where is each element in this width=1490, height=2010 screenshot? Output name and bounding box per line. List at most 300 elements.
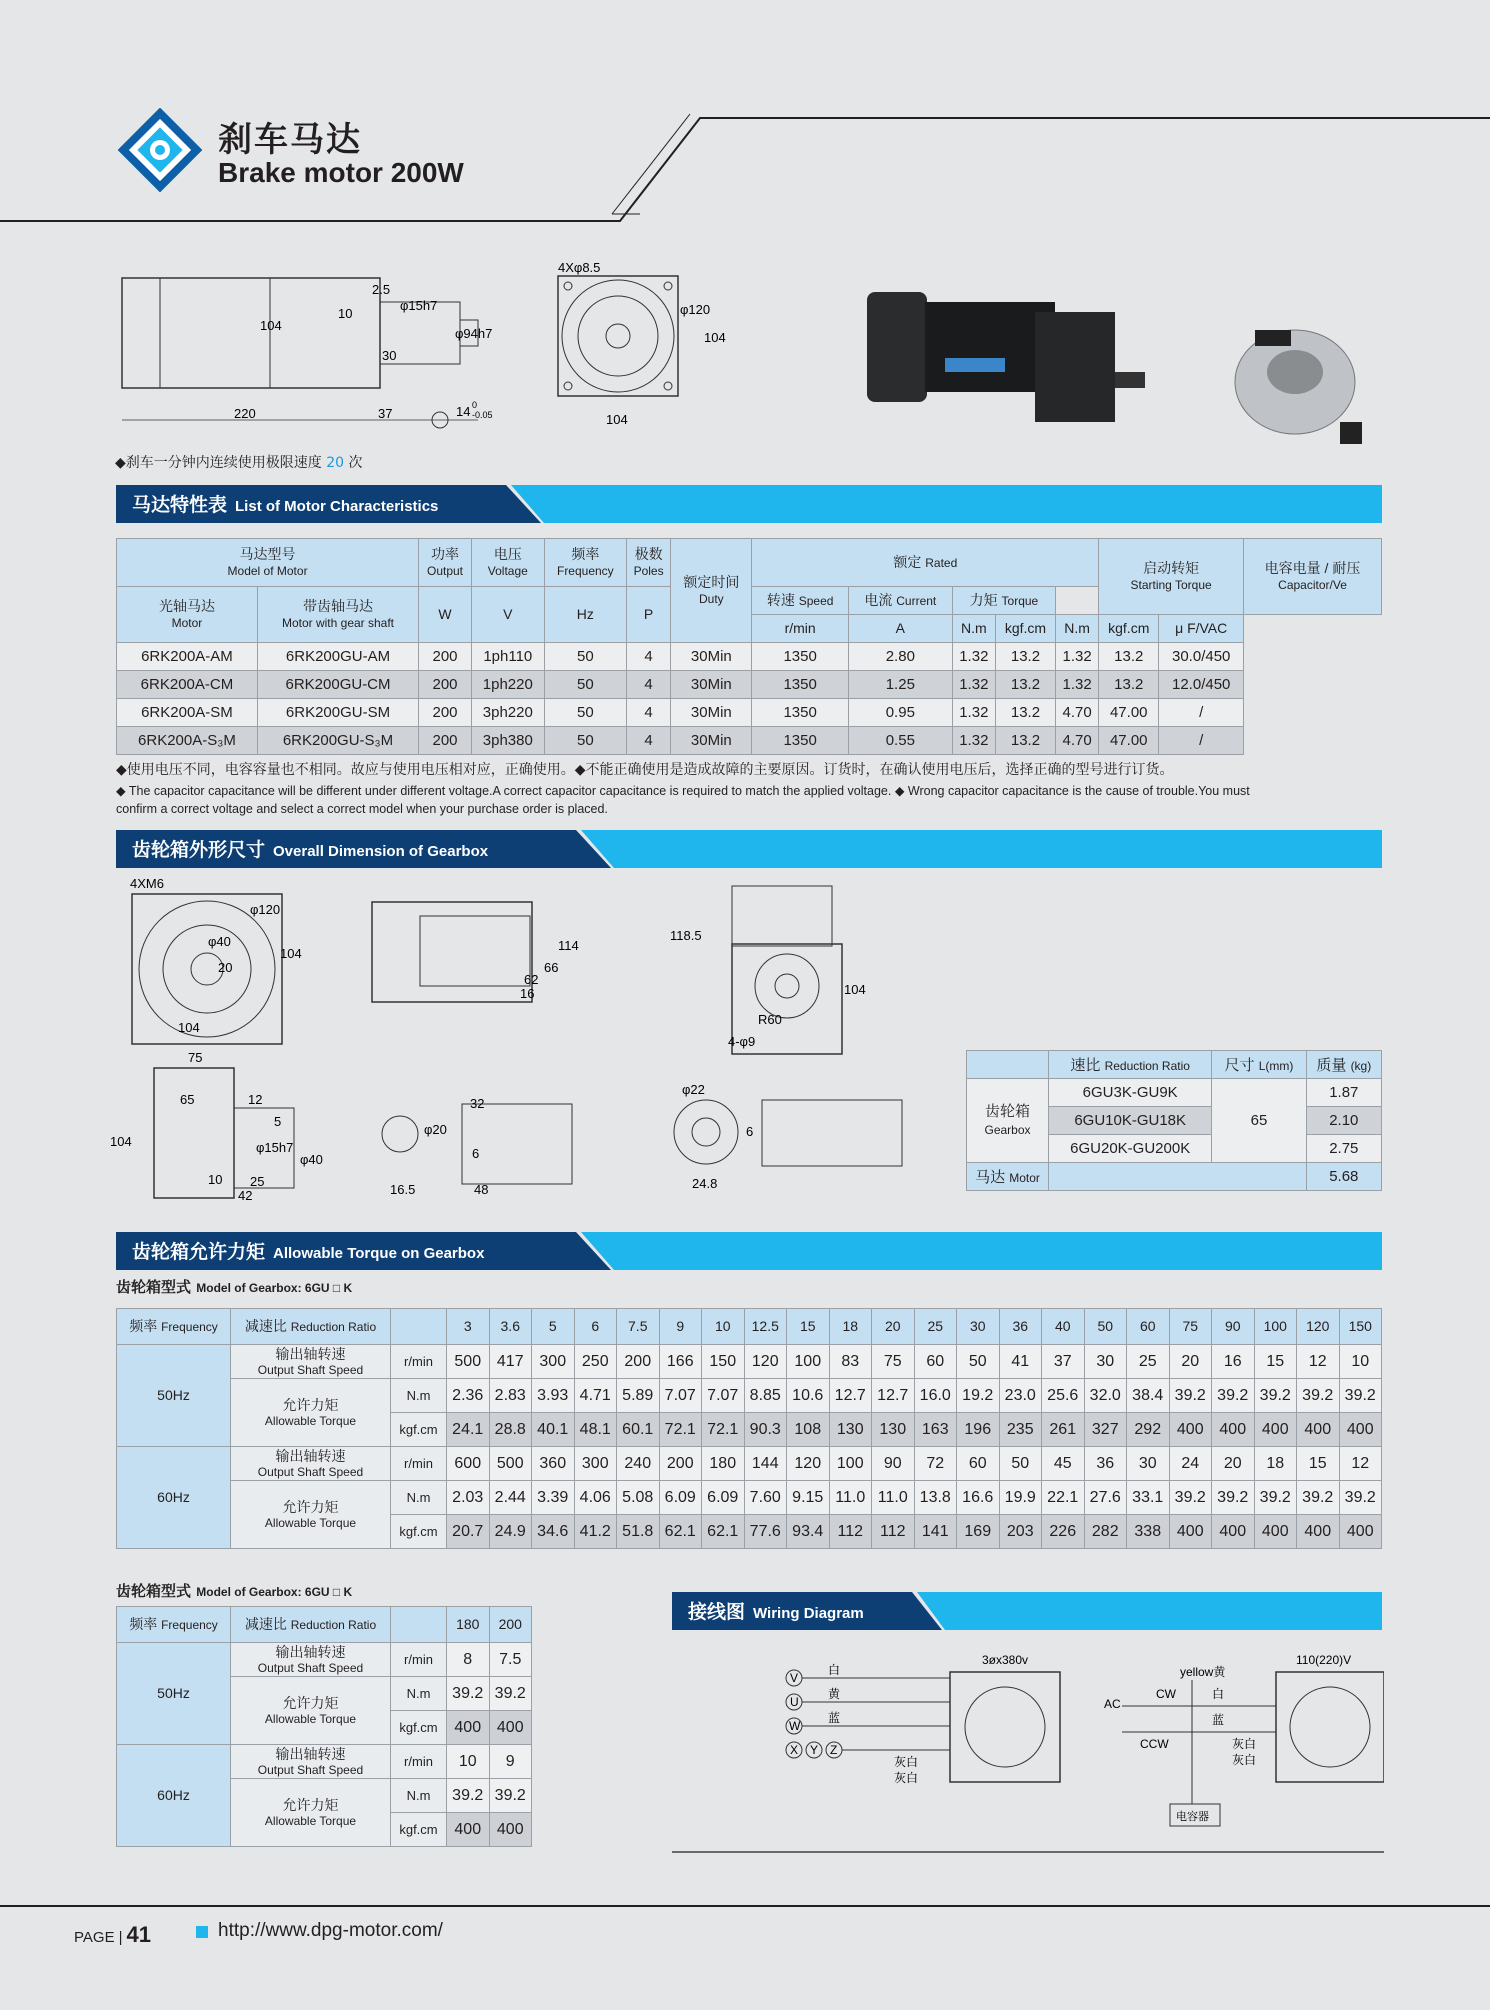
svg-text:灰白: 灰白 xyxy=(894,1755,919,1769)
value-cell: 150 xyxy=(702,1345,745,1379)
wiring-diagram xyxy=(672,1640,1384,1855)
ratio-header-cell: 15 xyxy=(787,1309,830,1345)
unit-cell: r/min xyxy=(391,1643,447,1677)
motor-cell: 0.95 xyxy=(848,699,952,727)
motor-row xyxy=(117,671,1382,699)
svg-text:U: U xyxy=(790,1695,799,1709)
motor-cell: 1ph110 xyxy=(471,643,544,671)
section-wiring xyxy=(672,1592,1382,1630)
value-cell: 72.1 xyxy=(702,1413,745,1447)
value-cell: 40.1 xyxy=(532,1413,575,1447)
value-cell: 25 xyxy=(1127,1345,1170,1379)
motor-cell: 4.70 xyxy=(1056,699,1099,727)
dim-20: 20 xyxy=(218,960,233,975)
value-cell: 200 xyxy=(659,1447,702,1481)
value-cell: 50 xyxy=(999,1447,1042,1481)
value-cell: 75 xyxy=(872,1345,915,1379)
unit-cell: kgf.cm xyxy=(391,1813,447,1847)
section-title-en: Overall Dimension of Gearbox xyxy=(273,843,489,860)
value-cell: 12.7 xyxy=(829,1379,872,1413)
motor-dimension-drawing xyxy=(110,260,730,440)
value-cell: 8.85 xyxy=(744,1379,787,1413)
unit-cell: N.m xyxy=(391,1677,447,1711)
capacitor-note-en-1: ◆ The capacitor capacitance will be different under different voltage.A correct capacitor capacitance is required to match the applied voltage. ◆ Wrong capacitor capacitance is the cause of trouble.You must xyxy=(116,784,1250,798)
value-cell: 180 xyxy=(702,1447,745,1481)
torque-row xyxy=(117,1447,1382,1481)
value-cell: 4.71 xyxy=(574,1379,617,1413)
ratio-header-cell: 6 xyxy=(574,1309,617,1345)
svg-text:V: V xyxy=(790,1671,799,1685)
torque-row xyxy=(117,1643,532,1677)
value-cell: 12 xyxy=(1297,1345,1340,1379)
value-cell: 7.07 xyxy=(702,1379,745,1413)
value-cell: 20.7 xyxy=(447,1515,490,1549)
motor-cell: 3ph380 xyxy=(471,727,544,755)
value-cell: 90.3 xyxy=(744,1413,787,1447)
value-cell: 39.2 xyxy=(489,1677,532,1711)
label-3phase: 3øx380v xyxy=(982,1653,1029,1667)
dim-104b: 104 xyxy=(178,1020,200,1035)
motor-cell: 1.32 xyxy=(952,727,995,755)
value-cell: 30 xyxy=(1127,1447,1170,1481)
value-cell: 72 xyxy=(914,1447,957,1481)
ratio-header-cell: 36 xyxy=(999,1309,1042,1345)
value-cell: 11.0 xyxy=(872,1481,915,1515)
value-cell: 16.0 xyxy=(914,1379,957,1413)
dim-10: 10 xyxy=(208,1172,223,1187)
gearbox-model-label-2: 齿轮箱型式 Model of Gearbox: 6GU □ K xyxy=(116,1582,353,1600)
value-cell: 10 xyxy=(447,1745,490,1779)
motor-cell: 1ph220 xyxy=(471,671,544,699)
motor-cell: 1.32 xyxy=(952,699,995,727)
motor-cell: 4.70 xyxy=(1056,727,1099,755)
section-motor-characteristics xyxy=(116,485,1382,523)
value-cell: 400 xyxy=(1212,1413,1255,1447)
value-cell: 24 xyxy=(1169,1447,1212,1481)
value-cell: 41.2 xyxy=(574,1515,617,1549)
value-cell: 22.1 xyxy=(1042,1481,1085,1515)
value-cell: 417 xyxy=(489,1345,532,1379)
label-1phase: 110(220)V xyxy=(1296,1653,1352,1667)
section-title-en: List of Motor Characteristics xyxy=(235,498,439,515)
value-cell: 16 xyxy=(1212,1345,1255,1379)
value-cell: 38.4 xyxy=(1127,1379,1170,1413)
brake-motor-photo xyxy=(855,262,1195,452)
value-cell: 62.1 xyxy=(702,1515,745,1549)
value-cell: 282 xyxy=(1084,1515,1127,1549)
value-cell: 10 xyxy=(1339,1345,1382,1379)
value-cell: 39.2 xyxy=(489,1779,532,1813)
dim-side-104: 104 xyxy=(704,330,726,345)
svg-text:yellow黄: yellow黄 xyxy=(1180,1665,1226,1679)
motor-cell: 13.2 xyxy=(1099,671,1159,699)
svg-text:AC: AC xyxy=(1104,1697,1121,1711)
dim-16: 16 xyxy=(520,986,535,1001)
dim-6: 6 xyxy=(472,1146,480,1161)
value-cell: 24.1 xyxy=(447,1413,490,1447)
value-cell: 39.2 xyxy=(447,1677,490,1711)
dim-bottom-104: 104 xyxy=(606,412,628,427)
dim-phi94: φ94h7 xyxy=(455,326,493,341)
value-cell: 11.0 xyxy=(829,1481,872,1515)
dim-phi22: φ22 xyxy=(682,1082,705,1097)
value-cell: 100 xyxy=(829,1447,872,1481)
value-cell: 39.2 xyxy=(1339,1481,1382,1515)
value-cell: 400 xyxy=(1254,1515,1297,1549)
dim-37: 37 xyxy=(378,406,393,421)
value-cell: 93.4 xyxy=(787,1515,830,1549)
value-cell: 39.2 xyxy=(1212,1379,1255,1413)
motor-cell: 200 xyxy=(419,699,472,727)
dim-114: 114 xyxy=(558,938,579,953)
motor-cell: 200 xyxy=(419,643,472,671)
motor-cell: 13.2 xyxy=(995,727,1055,755)
label-cell: 输出轴转速 Output Shaft Speed xyxy=(231,1745,391,1779)
ratio-header-cell: 18 xyxy=(829,1309,872,1345)
dim-2-5: 2.5 xyxy=(372,282,391,297)
value-cell: 39.2 xyxy=(1169,1379,1212,1413)
value-cell: 100 xyxy=(787,1345,830,1379)
value-cell: 6.09 xyxy=(659,1481,702,1515)
dim-75: 75 xyxy=(188,1050,203,1065)
dim-32: 32 xyxy=(470,1096,485,1111)
motor-cell: 200 xyxy=(419,727,472,755)
torque-row xyxy=(117,1745,532,1779)
value-cell: 226 xyxy=(1042,1515,1085,1549)
svg-text:Z: Z xyxy=(830,1743,838,1757)
value-cell: 20 xyxy=(1169,1345,1212,1379)
value-cell: 7.5 xyxy=(489,1643,532,1677)
value-cell: 327 xyxy=(1084,1413,1127,1447)
value-cell: 120 xyxy=(744,1345,787,1379)
torque-row xyxy=(117,1379,1382,1413)
value-cell: 25.6 xyxy=(1042,1379,1085,1413)
value-cell: 7.60 xyxy=(744,1481,787,1515)
label-cell: 输出轴转速 Output Shaft Speed xyxy=(231,1345,391,1379)
brake-note-value: 20 xyxy=(326,455,345,471)
svg-text:黄: 黄 xyxy=(828,1687,841,1701)
brake-note-text: ◆刹车一分钟内连续使用极限速度 xyxy=(115,455,322,471)
svg-text:Y: Y xyxy=(810,1743,819,1757)
motor-cell: 6RK200A-SM xyxy=(117,699,258,727)
value-cell: 130 xyxy=(829,1413,872,1447)
value-cell: 39.2 xyxy=(1254,1481,1297,1515)
freq-cell: 50Hz xyxy=(117,1345,231,1447)
allowable-torque-table xyxy=(116,1308,1382,1549)
section-gearbox-dimension xyxy=(116,830,1382,868)
brake-note-unit: 次 xyxy=(348,455,363,471)
svg-text:白: 白 xyxy=(828,1663,841,1677)
dim-shaft: φ15h7 xyxy=(400,298,438,313)
brake-limit-note xyxy=(115,453,363,473)
motor-row xyxy=(117,643,1382,671)
motor-cell: 1.25 xyxy=(848,671,952,699)
unit-cell: r/min xyxy=(391,1345,447,1379)
value-cell: 45 xyxy=(1042,1447,1085,1481)
value-cell: 13.8 xyxy=(914,1481,957,1515)
value-cell: 36 xyxy=(1084,1447,1127,1481)
svg-text:W: W xyxy=(789,1719,801,1733)
value-cell: 9 xyxy=(489,1745,532,1779)
motor-cell: 13.2 xyxy=(1099,643,1159,671)
motor-characteristics-table: 马达型号 Model of Motor 功率 Output 电压 Voltage 频率 Frequency 极数 Poles 额定时间 Duty 额定 Rated 启动转矩 Starting Torque 电容电量 / 耐压 Capacitor/Ve 光轴马达 Motor 带齿轴马达 Motor with gear shaft W V Hz P 转速 Speed 电流 Current 力矩 Torque r/min A N.m kgf.cm N.m kgf.cm μ F/VAC 6RK200A-AM 6RK200GU-AM 200 1ph110 50 4 30Min 1350 2.80 1.32 13.2 1.32 13.2 30.0/450 6RK200A-CM 6RK200GU-CM 200 1ph220 50 4 30Min 1350 1.25 1.32 13.2 1.32 13.2 12.0/450 6RK200A-SM 6RK200GU-SM 200 3ph220 50 4 30Min 1350 0.95 1.32 13.2 4.70 47.00 / 6RK200A-S₃M 6RK200GU-S₃M 200 3ph380 50 4 30Min 1350 0.55 1.32 13.2 4.70 47.00 / xyxy=(116,538,1382,755)
motor-cell: 6RK200A-CM xyxy=(117,671,258,699)
value-cell: 169 xyxy=(957,1515,1000,1549)
svg-text:电容器: 电容器 xyxy=(1176,1811,1209,1823)
svg-text:灰白: 灰白 xyxy=(1232,1737,1257,1751)
value-cell: 77.6 xyxy=(744,1515,787,1549)
value-cell: 27.6 xyxy=(1084,1481,1127,1515)
motor-cell: 6RK200GU-AM xyxy=(257,643,418,671)
dim-r60: R60 xyxy=(758,1012,782,1027)
ratio-header-cell: 30 xyxy=(957,1309,1000,1345)
motor-cell: 30Min xyxy=(671,671,752,699)
value-cell: 10.6 xyxy=(787,1379,830,1413)
ratio-header-cell: 25 xyxy=(914,1309,957,1345)
ratio-header-cell: 150 xyxy=(1339,1309,1382,1345)
footer-url[interactable]: http://www.dpg-motor.com/ xyxy=(218,1920,443,1941)
motor-cell: 13.2 xyxy=(995,643,1055,671)
motor-cell: / xyxy=(1159,699,1244,727)
ratio-header-cell: 180 xyxy=(447,1607,490,1643)
value-cell: 34.6 xyxy=(532,1515,575,1549)
motor-cell: 12.0/450 xyxy=(1159,671,1244,699)
motor-cell: 4 xyxy=(626,671,670,699)
value-cell: 19.2 xyxy=(957,1379,1000,1413)
motor-cell: 30.0/450 xyxy=(1159,643,1244,671)
torque-header-row-2: 频率 Frequency 减速比 Reduction Ratio 180 200 xyxy=(117,1607,532,1643)
freq-cell: 50Hz xyxy=(117,1643,231,1745)
ratio-header-cell: 3 xyxy=(447,1309,490,1345)
value-cell: 39.2 xyxy=(1169,1481,1212,1515)
section-allowable-torque xyxy=(116,1232,1382,1270)
ratio-header-cell: 120 xyxy=(1297,1309,1340,1345)
dim-220: 220 xyxy=(234,406,256,421)
value-cell: 28.8 xyxy=(489,1413,532,1447)
value-cell: 39.2 xyxy=(1212,1481,1255,1515)
dim-10: 10 xyxy=(338,306,353,321)
brake-unit-photo xyxy=(1225,312,1365,452)
gearbox-model-label: 齿轮箱型式 Model of Gearbox: 6GU □ K xyxy=(116,1278,353,1296)
value-cell: 37 xyxy=(1042,1345,1085,1379)
allowable-torque-table-2 xyxy=(116,1606,532,1847)
value-cell: 166 xyxy=(659,1345,702,1379)
motor-cell: 1350 xyxy=(752,671,848,699)
page-title-cn: 刹车马达 xyxy=(218,120,362,160)
ratio-header-cell: 75 xyxy=(1169,1309,1212,1345)
value-cell: 144 xyxy=(744,1447,787,1481)
svg-text:灰白: 灰白 xyxy=(894,1771,919,1785)
ratio-header-cell: 7.5 xyxy=(617,1309,660,1345)
dim-phi120: φ120 xyxy=(680,302,711,317)
section-title-en: Wiring Diagram xyxy=(753,1605,864,1622)
ratio-header-cell: 9 xyxy=(659,1309,702,1345)
section-title-cn: 马达特性表 xyxy=(132,494,228,516)
ratio-header-cell: 60 xyxy=(1127,1309,1170,1345)
dim-104a: 104 xyxy=(280,946,302,961)
value-cell: 15 xyxy=(1297,1447,1340,1481)
value-cell: 7.07 xyxy=(659,1379,702,1413)
motor-cell: 47.00 xyxy=(1099,699,1159,727)
value-cell: 33.1 xyxy=(1127,1481,1170,1515)
dim-holes: 4Xφ8.5 xyxy=(558,260,601,275)
freq-cell: 60Hz xyxy=(117,1447,231,1549)
motor-cell: 30Min xyxy=(671,699,752,727)
value-cell: 400 xyxy=(489,1711,532,1745)
dim-phi20: φ20 xyxy=(424,1122,447,1137)
value-cell: 112 xyxy=(872,1515,915,1549)
value-cell: 338 xyxy=(1127,1515,1170,1549)
section-title-en: Allowable Torque on Gearbox xyxy=(273,1245,485,1262)
value-cell: 5.08 xyxy=(617,1481,660,1515)
label-cell: 输出轴转速 Output Shaft Speed xyxy=(231,1447,391,1481)
company-logo xyxy=(118,108,202,192)
value-cell: 48.1 xyxy=(574,1413,617,1447)
value-cell: 51.8 xyxy=(617,1515,660,1549)
value-cell: 6.09 xyxy=(702,1481,745,1515)
torque-row xyxy=(117,1481,1382,1515)
motor-cell: 3ph220 xyxy=(471,699,544,727)
motor-cell: 1350 xyxy=(752,727,848,755)
motor-cell: 50 xyxy=(544,671,626,699)
dim-phi120: φ120 xyxy=(250,902,281,917)
value-cell: 20 xyxy=(1212,1447,1255,1481)
value-cell: 12.7 xyxy=(872,1379,915,1413)
value-cell: 200 xyxy=(617,1345,660,1379)
value-cell: 400 xyxy=(1169,1413,1212,1447)
value-cell: 90 xyxy=(872,1447,915,1481)
dim-5: 5 xyxy=(274,1114,282,1129)
value-cell: 108 xyxy=(787,1413,830,1447)
motor-cell: 6RK200A-S₃M xyxy=(117,727,258,755)
value-cell: 163 xyxy=(914,1413,957,1447)
value-cell: 16.6 xyxy=(957,1481,1000,1515)
dim-24-8: 24.8 xyxy=(692,1176,718,1191)
motor-cell: 0.55 xyxy=(848,727,952,755)
motor-cell: 1.32 xyxy=(1056,671,1099,699)
value-cell: 2.03 xyxy=(447,1481,490,1515)
value-cell: 400 xyxy=(447,1813,490,1847)
section-title-cn: 齿轮箱允许力矩 xyxy=(132,1241,266,1263)
unit-cell: kgf.cm xyxy=(391,1413,447,1447)
ratio-header-cell: 200 xyxy=(489,1607,532,1643)
unit-cell: N.m xyxy=(391,1481,447,1515)
motor-cell: 1350 xyxy=(752,699,848,727)
label-cell: 允许力矩 Allowable Torque xyxy=(231,1481,391,1549)
motor-cell: 6RK200A-AM xyxy=(117,643,258,671)
svg-text:蓝: 蓝 xyxy=(828,1711,841,1725)
motor-cell: 50 xyxy=(544,643,626,671)
label-cell: 输出轴转速 Output Shaft Speed xyxy=(231,1643,391,1677)
dim-tol-top: 0 xyxy=(472,400,478,410)
unit-cell: kgf.cm xyxy=(391,1515,447,1549)
unit-cell: kgf.cm xyxy=(391,1711,447,1745)
torque-table-body xyxy=(117,1345,1382,1549)
value-cell: 2.36 xyxy=(447,1379,490,1413)
value-cell: 400 xyxy=(1339,1413,1382,1447)
svg-text:CW: CW xyxy=(1156,1687,1176,1701)
value-cell: 3.39 xyxy=(532,1481,575,1515)
dim-118: 118.5 xyxy=(670,928,702,943)
value-cell: 41 xyxy=(999,1345,1042,1379)
value-cell: 8 xyxy=(447,1643,490,1677)
motor-cell: / xyxy=(1159,727,1244,755)
torque-table-body-2 xyxy=(117,1643,532,1847)
dim-104c: 104 xyxy=(844,982,866,997)
motor-cell: 6RK200GU-CM xyxy=(257,671,418,699)
footer-rule xyxy=(0,1904,1490,1908)
motor-cell: 4 xyxy=(626,727,670,755)
motor-cell: 30Min xyxy=(671,643,752,671)
label-cell: 允许力矩 Allowable Torque xyxy=(231,1379,391,1447)
svg-text:CCW: CCW xyxy=(1140,1737,1169,1751)
ratio-header-cell: 100 xyxy=(1254,1309,1297,1345)
dim-phi15: φ15h7 xyxy=(256,1140,294,1155)
value-cell: 30 xyxy=(1084,1345,1127,1379)
value-cell: 39.2 xyxy=(1297,1481,1340,1515)
value-cell: 400 xyxy=(1169,1515,1212,1549)
ratio-header-cell: 90 xyxy=(1212,1309,1255,1345)
value-cell: 300 xyxy=(574,1447,617,1481)
capacitor-note-en-2: confirm a correct voltage and select a correct model when your purchase order is placed. xyxy=(116,802,608,816)
value-cell: 400 xyxy=(447,1711,490,1745)
value-cell: 39.2 xyxy=(1339,1379,1382,1413)
capacitor-note-cn: ◆使用电压不同，电容容量也不相同。故应与使用电压相对应，正确使用。◆不能正确使用是造成故障的主要原因。订货时，在确认使用电压后，选择正确的型号进行订货。 xyxy=(116,762,1174,778)
value-cell: 400 xyxy=(1297,1413,1340,1447)
motor-row xyxy=(117,727,1382,755)
motor-cell: 6RK200GU-S₃M xyxy=(257,727,418,755)
motor-cell: 50 xyxy=(544,699,626,727)
dim-12: 12 xyxy=(248,1092,263,1107)
motor-cell: 13.2 xyxy=(995,671,1055,699)
label-cell: 允许力矩 Allowable Torque xyxy=(231,1779,391,1847)
svg-text:X: X xyxy=(790,1743,799,1757)
torque-header-row: 频率 Frequency 减速比 Reduction Ratio 3 3.6 5 6 7.5 9 10 12.5 15 18 20 25 30 36 40 50 60 75 90 100 120 150 xyxy=(117,1309,1382,1345)
motor-cell: 1.32 xyxy=(952,671,995,699)
ratio-mass-table: 速比 Reduction Ratio 尺寸 L(mm) 质量 (kg) 齿轮箱 Gearbox 6GU3K-GU9K 65 1.87 6GU10K-GU18K 2.10 6GU20K-GU200K 2.75 马达 Motor 5.68 xyxy=(966,1050,1382,1191)
svg-text:白: 白 xyxy=(1212,1687,1225,1701)
motor-cell: 13.2 xyxy=(995,699,1055,727)
dim-30: 30 xyxy=(382,348,397,363)
unit-cell: N.m xyxy=(391,1779,447,1813)
freq-cell: 60Hz xyxy=(117,1745,231,1847)
ratio-header-cell: 5 xyxy=(532,1309,575,1345)
page-title-en: Brake motor 200W xyxy=(218,157,464,188)
value-cell: 120 xyxy=(787,1447,830,1481)
value-cell: 4.06 xyxy=(574,1481,617,1515)
value-cell: 2.44 xyxy=(489,1481,532,1515)
ratio-header-cell: 3.6 xyxy=(489,1309,532,1345)
motor-cell: 30Min xyxy=(671,727,752,755)
value-cell: 250 xyxy=(574,1345,617,1379)
value-cell: 500 xyxy=(447,1345,490,1379)
dim-104d: 104 xyxy=(110,1134,132,1149)
dim-62: 62 xyxy=(524,972,539,987)
dim-16-5: 16.5 xyxy=(390,1182,416,1197)
value-cell: 400 xyxy=(1254,1413,1297,1447)
dim-14: 14 xyxy=(456,404,471,419)
value-cell: 400 xyxy=(489,1813,532,1847)
value-cell: 5.89 xyxy=(617,1379,660,1413)
value-cell: 261 xyxy=(1042,1413,1085,1447)
footer-bullet xyxy=(196,1926,208,1938)
value-cell: 196 xyxy=(957,1413,1000,1447)
value-cell: 24.9 xyxy=(489,1515,532,1549)
dim-25: 25 xyxy=(250,1174,265,1189)
page-number: 41 xyxy=(126,1922,151,1947)
section-title-cn: 齿轮箱外形尺寸 xyxy=(132,839,266,861)
unit-cell: N.m xyxy=(391,1379,447,1413)
